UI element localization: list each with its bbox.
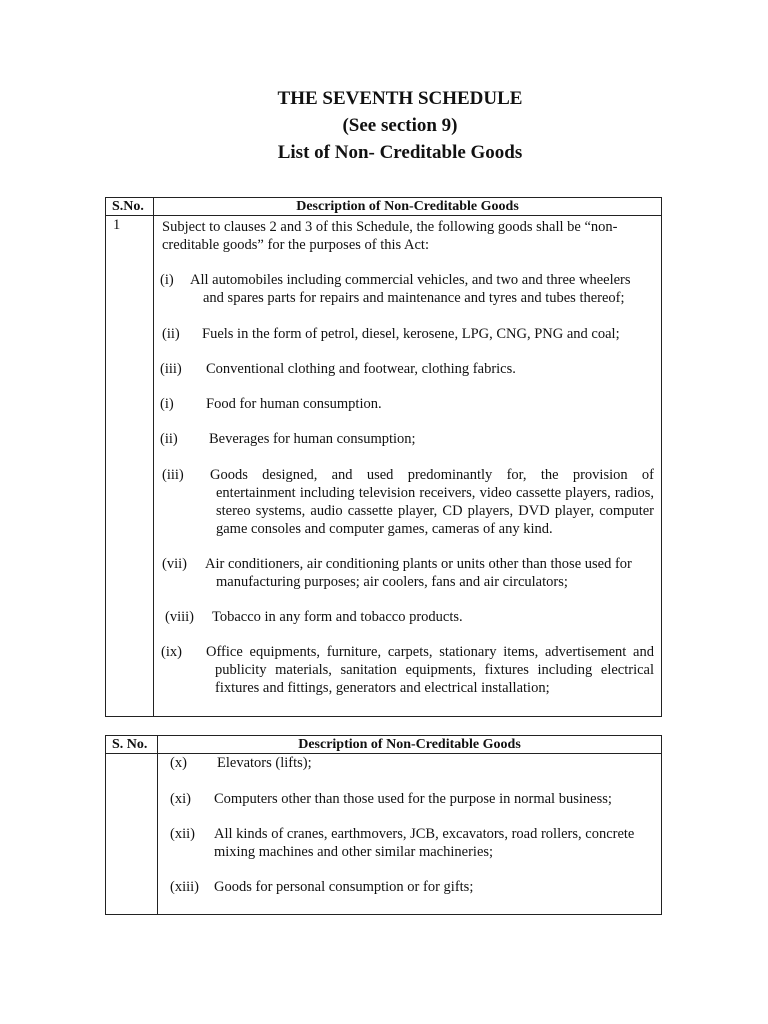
item-number: (iii) bbox=[162, 467, 184, 483]
table-row bbox=[106, 754, 662, 915]
column-header-sno: S. No. bbox=[106, 736, 158, 754]
goods-table-2 bbox=[105, 735, 662, 915]
table-header-row bbox=[106, 736, 662, 754]
item-text: Elevators (lifts); bbox=[217, 755, 312, 771]
list-item bbox=[162, 466, 654, 538]
row-description bbox=[158, 754, 662, 915]
schedule-title: THE SEVENTH SCHEDULE bbox=[277, 88, 523, 109]
column-header-description: Description of Non-Creditable Goods bbox=[154, 198, 662, 216]
list-item bbox=[162, 325, 654, 343]
schedule-title-block bbox=[0, 85, 768, 166]
intro-text bbox=[154, 216, 661, 254]
goods-table-1 bbox=[105, 197, 662, 717]
item-text-continued: manufacturing purposes; air coolers, fans and air circulators; bbox=[216, 574, 568, 590]
item-number: (x) bbox=[170, 755, 187, 771]
list-item bbox=[170, 754, 654, 772]
table-header-row bbox=[106, 198, 662, 216]
list-item bbox=[170, 825, 654, 861]
list-item bbox=[170, 790, 654, 808]
item-text: Goods for personal consumption or for gifts; bbox=[214, 879, 474, 895]
column-header-description: Description of Non-Creditable Goods bbox=[158, 736, 662, 754]
item-number: (xi) bbox=[170, 791, 191, 807]
column-header-sno: S.No. bbox=[106, 198, 154, 216]
item-number: (ix) bbox=[161, 644, 182, 660]
table-row bbox=[106, 216, 662, 717]
item-text-continued: publicity materials, sanitation equipments, fixtures including electrical fixtures and fittings, generators and electrical installation; bbox=[215, 662, 654, 696]
list-item bbox=[161, 643, 654, 697]
intro-line: Subject to clauses 2 and 3 of this Schedule, the following goods shall be “non- bbox=[162, 219, 618, 235]
item-number: (i) bbox=[160, 396, 174, 412]
item-text: Office equipments, furniture, carpets, stationary items, advertisement and bbox=[206, 644, 654, 660]
item-text-continued: entertainment including television receivers, video cassette players, radios, stereo systems, audio cassette player, CD players, DVD player, computer game consoles and computer games, cameras of any kind. bbox=[216, 485, 654, 537]
row-sno: 1 bbox=[106, 216, 154, 717]
row-description bbox=[154, 216, 662, 717]
intro-line: creditable goods” for the purposes of this Act: bbox=[162, 237, 429, 253]
item-text-continued: mixing machines and other similar machineries; bbox=[214, 844, 494, 860]
item-text: All automobiles including commercial vehicles, and two and three wheelers bbox=[190, 272, 631, 288]
item-text: All kinds of cranes, earthmovers, JCB, excavators, road rollers, concrete bbox=[214, 826, 635, 842]
list-item bbox=[160, 395, 654, 413]
item-text: Air conditioners, air conditioning plants or units other than those used for bbox=[205, 556, 632, 572]
item-text: Beverages for human consumption; bbox=[209, 431, 416, 447]
item-text: Food for human consumption. bbox=[206, 396, 382, 412]
item-text: Goods designed, and used predominantly for, the provision of bbox=[210, 467, 654, 483]
item-number: (xii) bbox=[170, 826, 195, 842]
list-item bbox=[160, 271, 654, 307]
item-number: (i) bbox=[160, 272, 174, 288]
list-item bbox=[160, 430, 654, 448]
item-number: (iii) bbox=[160, 361, 182, 377]
item-number: (viii) bbox=[165, 609, 194, 625]
item-number: (ii) bbox=[160, 431, 178, 447]
item-number: (ii) bbox=[162, 326, 180, 342]
item-number: (xiii) bbox=[170, 879, 199, 895]
item-text: Tobacco in any form and tobacco products. bbox=[212, 609, 463, 625]
list-item bbox=[160, 360, 654, 378]
schedule-heading: List of Non- Creditable Goods bbox=[277, 142, 523, 163]
item-text: Conventional clothing and footwear, clothing fabrics. bbox=[206, 361, 516, 377]
list-item bbox=[170, 878, 654, 896]
item-text: Computers other than those used for the purpose in normal business; bbox=[214, 791, 612, 807]
item-text-continued: and spares parts for repairs and maintenance and tyres and tubes thereof; bbox=[203, 290, 625, 306]
item-number: (vii) bbox=[162, 556, 187, 572]
schedule-subtitle: (See section 9) bbox=[342, 115, 458, 136]
item-text: Fuels in the form of petrol, diesel, kerosene, LPG, CNG, PNG and coal; bbox=[202, 326, 620, 342]
list-item bbox=[165, 608, 654, 626]
row-sno bbox=[106, 754, 158, 915]
list-item bbox=[162, 555, 654, 591]
